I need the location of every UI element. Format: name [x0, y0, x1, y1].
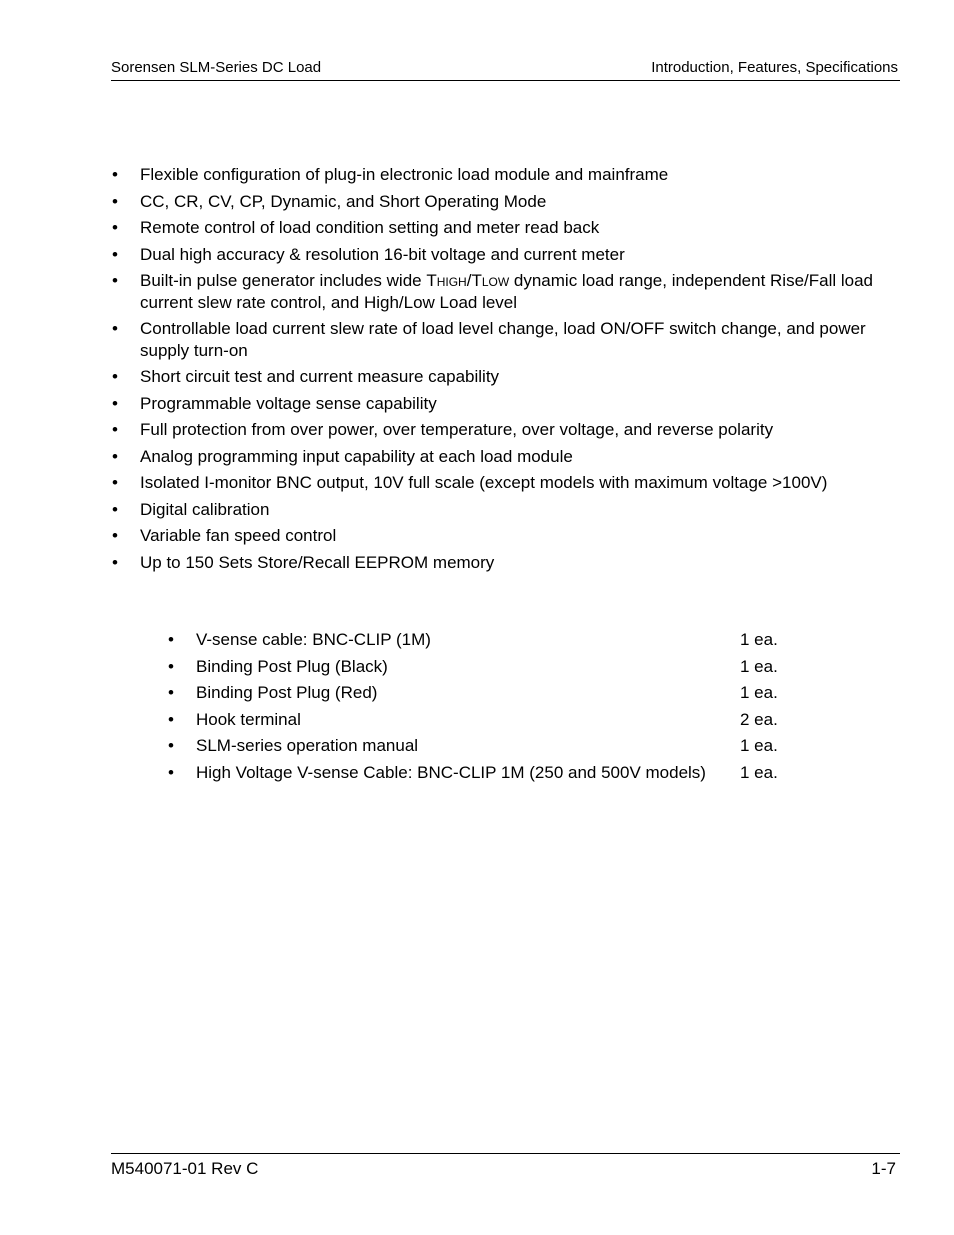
- list-item: [167, 762, 807, 784]
- accessory-qty: 1 ea.: [740, 762, 778, 782]
- feature-text: Dual high accuracy & resolution 16-bit voltage and current meter: [140, 244, 625, 264]
- list-item: [167, 656, 807, 678]
- list-item: [167, 682, 807, 704]
- bullet-icon: •: [168, 709, 174, 729]
- feature-text: Isolated I-monitor BNC output, 10V full scale (except models with maximum voltage >100V): [140, 473, 828, 492]
- list-item: [111, 318, 911, 361]
- bullet-icon: •: [112, 473, 118, 492]
- accessory-qty: 1 ea.: [740, 630, 778, 649]
- list-item: [111, 499, 911, 521]
- bullet-icon: •: [112, 218, 118, 237]
- accessories-list: [167, 629, 807, 788]
- list-item: [111, 393, 911, 415]
- pulse-slash: /: [466, 271, 472, 290]
- tlow-label: Tlow: [471, 271, 510, 290]
- list-item: [167, 629, 807, 651]
- pulse-prefix: Built-in pulse generator includes wide: [140, 271, 427, 290]
- feature-text: Short circuit test and current measure capability: [140, 367, 500, 386]
- features-list: [111, 164, 911, 578]
- page-header: [111, 58, 900, 81]
- feature-text: Up to 150 Sets Store/Recall EEPROM memory: [140, 552, 495, 572]
- list-item: [111, 270, 911, 313]
- list-item: [111, 525, 911, 547]
- list-item: [111, 472, 911, 494]
- bullet-icon: •: [168, 736, 174, 755]
- feature-text: Flexible configuration of plug-in electronic load module and mainframe: [140, 165, 669, 184]
- bullet-icon: •: [112, 499, 118, 519]
- bullet-icon: •: [112, 552, 118, 572]
- bullet-icon: •: [112, 367, 118, 386]
- list-item: [111, 446, 911, 468]
- bullet-icon: •: [112, 393, 118, 413]
- feature-text: Controllable load current slew rate of load level change, load ON/OFF switch change, and power supply turn-on: [140, 319, 866, 360]
- header-section: Introduction, Features, Specifications: [651, 59, 898, 76]
- list-item: [111, 552, 911, 574]
- bullet-icon: •: [112, 191, 118, 211]
- feature-text-pulse: [140, 271, 873, 312]
- feature-text: Digital calibration: [140, 499, 270, 519]
- bullet-icon: •: [112, 319, 118, 338]
- feature-text: Remote control of load condition setting and meter read back: [140, 218, 600, 237]
- page-number: 1-7: [871, 1159, 896, 1178]
- bullet-icon: •: [112, 420, 118, 439]
- bullet-icon: •: [168, 630, 174, 649]
- list-item: [111, 191, 911, 213]
- bullet-icon: •: [112, 526, 118, 545]
- list-item: [111, 366, 911, 388]
- bullet-icon: •: [112, 165, 118, 184]
- document-number: M540071-01 Rev C: [111, 1159, 259, 1178]
- accessory-name: Binding Post Plug (Black): [196, 656, 388, 676]
- header-title: Sorensen SLM-Series DC Load: [111, 59, 322, 76]
- feature-text: Analog programming input capability at each load module: [140, 446, 573, 466]
- list-item: [167, 735, 807, 757]
- accessory-name: Hook terminal: [196, 709, 301, 729]
- feature-text: Variable fan speed control: [140, 526, 337, 545]
- list-item: [111, 217, 911, 239]
- list-item: [111, 244, 911, 266]
- pulse-line-2: current slew rate control, and High/Low Load level: [140, 292, 518, 312]
- page-footer: [111, 1153, 900, 1178]
- bullet-icon: •: [168, 656, 174, 676]
- feature-text: Programmable voltage sense capability: [140, 393, 437, 413]
- accessory-qty: 1 ea.: [740, 656, 778, 676]
- accessory-qty: 1 ea.: [740, 736, 778, 755]
- list-item: [167, 709, 807, 731]
- accessory-name: High Voltage V-sense Cable: BNC-CLIP 1M (250 and 500V models): [196, 762, 706, 782]
- bullet-icon: •: [112, 271, 118, 290]
- feature-text: CC, CR, CV, CP, Dynamic, and Short Operating Mode: [140, 191, 547, 211]
- bullet-icon: •: [112, 244, 118, 264]
- accessory-name: V-sense cable: BNC-CLIP (1M): [196, 630, 431, 649]
- bullet-icon: •: [112, 446, 118, 466]
- accessory-qty: 1 ea.: [740, 683, 778, 702]
- accessory-name: Binding Post Plug (Red): [196, 683, 378, 702]
- pulse-suffix: dynamic load range, independent Rise/Fall load: [509, 271, 874, 290]
- thigh-label: Thigh: [426, 271, 467, 290]
- accessory-qty: 2 ea.: [740, 709, 778, 729]
- bullet-icon: •: [168, 762, 174, 782]
- list-item: [111, 164, 911, 186]
- feature-text: Full protection from over power, over temperature, over voltage, and reverse polarity: [140, 420, 774, 439]
- bullet-icon: •: [168, 683, 174, 702]
- accessory-name: SLM-series operation manual: [196, 736, 419, 755]
- list-item: [111, 419, 911, 441]
